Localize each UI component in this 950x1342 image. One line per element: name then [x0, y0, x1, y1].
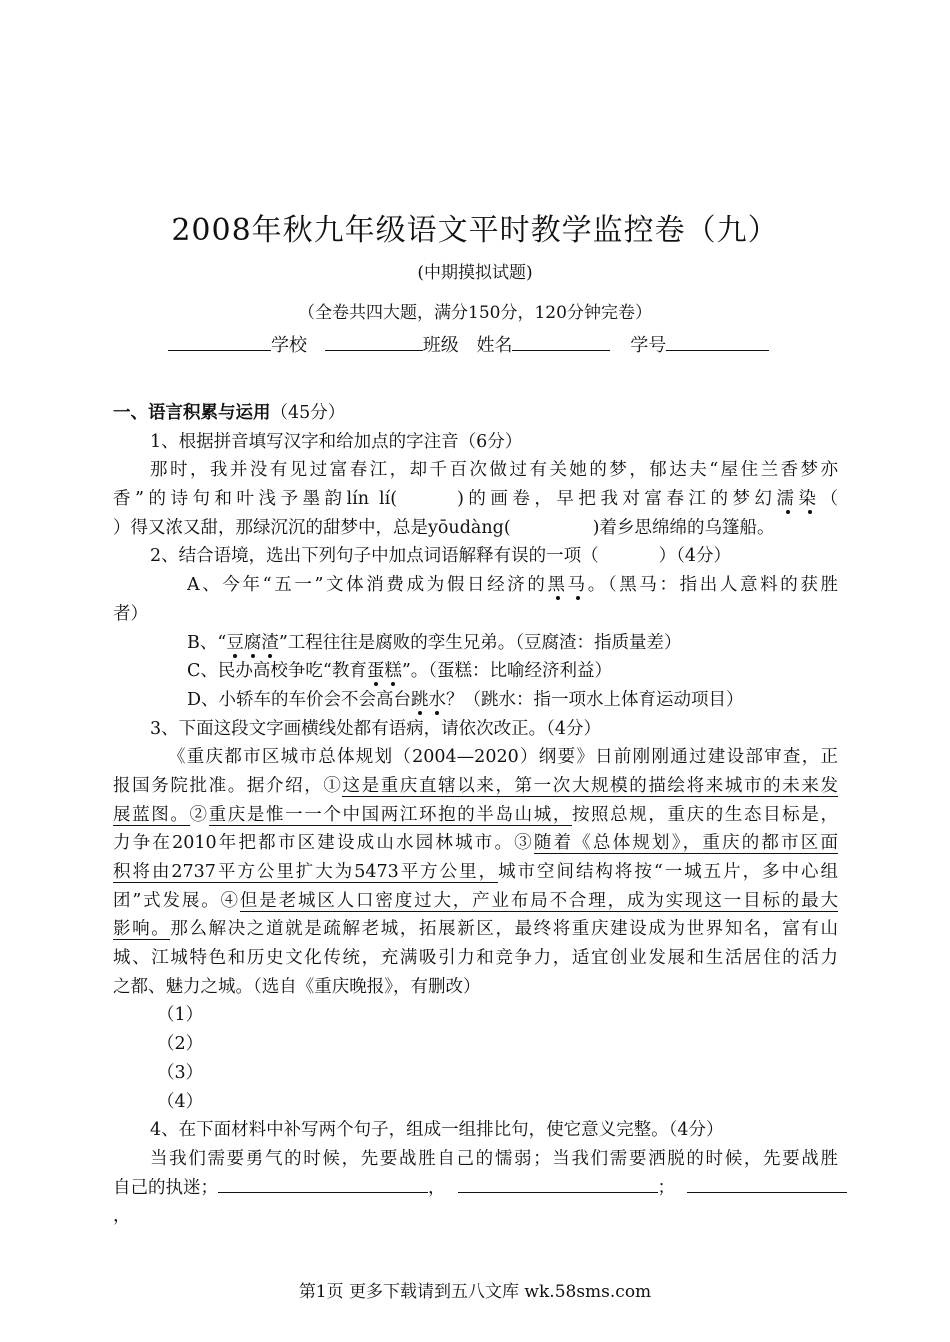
q1-text: ）得又浓又甜，那绿沉沉的甜梦中，总是yōudàng( )着乡思绵绵的乌篷船。 [113, 517, 775, 538]
page-subtitle: (中期摸拟试题) [417, 263, 533, 283]
q2-option-b: B、“豆腐渣”工程往往是腐败的孪生兄弟。（豆腐渣：指质量差） [187, 632, 682, 653]
q4-prompt: 4、在下面材料中补写两个句子，组成一组排比句，使它意义完整。（4分） [150, 1120, 724, 1141]
q4-answer-blank[interactable] [458, 1174, 658, 1193]
q3-passage: 城、江城特色和历史文化传统，充满吸引力和竞争力，适宜创业发展和生活居住的活力 [113, 948, 838, 969]
q2-option-c: C、民办高校争吃“教育蛋糕”。（蛋糕：比喻经济利益） [187, 661, 613, 682]
q2-option-a: A、今年“五一”文体消费成为假日经济的黑马。（黑马：指出人意料的获胜 [187, 575, 839, 596]
q1-prompt: 1、根据拼音填写汉字和给加点的字注音（6分） [150, 431, 523, 452]
q3-passage: 《重庆都市区城市总体规划（2004—2020）纲要》日前刚刚通过建设部审查，正 [168, 747, 838, 768]
q4-text: 当我们需要勇气的时候，先要战胜自己的懦弱；当我们需要洒脱的时候，先要战胜 [150, 1148, 838, 1169]
name-label: 姓名 [476, 335, 513, 356]
q3-passage: 积将由2737平方公里扩大为5473平方公里，城市空间结构将按“一城五片，多中心组 [113, 862, 838, 882]
q3-passage: 力争在2010年把都市区建设成山水园林城市。③随着《总体规划》，重庆的都市区面 [113, 833, 838, 854]
q3-answer-4[interactable]: （4） [157, 1091, 204, 1112]
q3-passage: 展蓝图。②重庆是惟一一个中国两江环抱的半岛山城，按照总规，重庆的生态目标是， [113, 804, 839, 825]
q2-option-d: D、小轿车的车价会不会高台跳水？（跳水：指一项水上体育运动项目） [187, 689, 744, 710]
number-blank[interactable] [666, 332, 769, 351]
q4-answer-blank[interactable] [218, 1174, 428, 1193]
school-blank[interactable] [168, 332, 271, 351]
q3-answer-1[interactable]: （1） [157, 1005, 204, 1026]
q3-passage: 之都、魅力之城。（选自《重庆晚报》，有删改） [113, 976, 481, 997]
exam-info: （全卷共四大题，满分150分，120分钟完卷） [298, 303, 652, 323]
class-blank[interactable] [325, 332, 423, 351]
page-footer: 第1页 更多下载请到五八文库 wk.58sms.com [298, 1282, 652, 1302]
q3-prompt: 3、下面这段文字画横线处都有语病，请依次改正。（4分） [150, 718, 602, 739]
q3-answer-2[interactable]: （2） [157, 1034, 204, 1055]
q3-passage: 团”式发展。④但是老城区人口密度过大，产业布局不合理，成为实现这一目标的最大 [113, 890, 838, 911]
page-title: 2008年秋九年级语文平时教学监控卷（九） [171, 213, 779, 248]
q4-text: 自己的执迷； ， ； [113, 1174, 838, 1203]
q3-passage: 报国务院批准。据介绍，①这是重庆直辖以来，第一次大规模的描绘将来城市的未来发 [113, 775, 839, 796]
school-label: 学校 [271, 335, 307, 356]
class-label: 班级 [422, 335, 459, 356]
q4-answer-blank[interactable] [687, 1174, 847, 1193]
name-blank[interactable] [512, 332, 610, 351]
section-heading: 一、语言积累与运用（45分） [113, 403, 346, 423]
q3-answer-3[interactable]: （3） [157, 1062, 204, 1083]
q3-passage: 影响。那么解决之道就是疏解老城，拓展新区，最终将重庆建设成为世界知名，富有山 [113, 919, 839, 940]
exam-content [113, 399, 838, 1231]
student-info-line [168, 331, 788, 357]
q1-text: 那时，我并没有见过富春江，却千百次做过有关她的梦，郁达夫“屋住兰香梦亦 [150, 460, 838, 481]
q1-text: 香”的诗句和叶浅予墨韵lín lí( )的画卷，早把我对富春江的梦幻濡染（ [113, 489, 839, 510]
q2-option-a-cont: 者） [113, 603, 148, 624]
number-label: 学号 [630, 335, 667, 356]
q2-prompt: 2、结合语境，选出下列句子中加点词语解释有误的一项（ ）（4分） [150, 546, 732, 567]
q4-text: ， [113, 1206, 131, 1227]
